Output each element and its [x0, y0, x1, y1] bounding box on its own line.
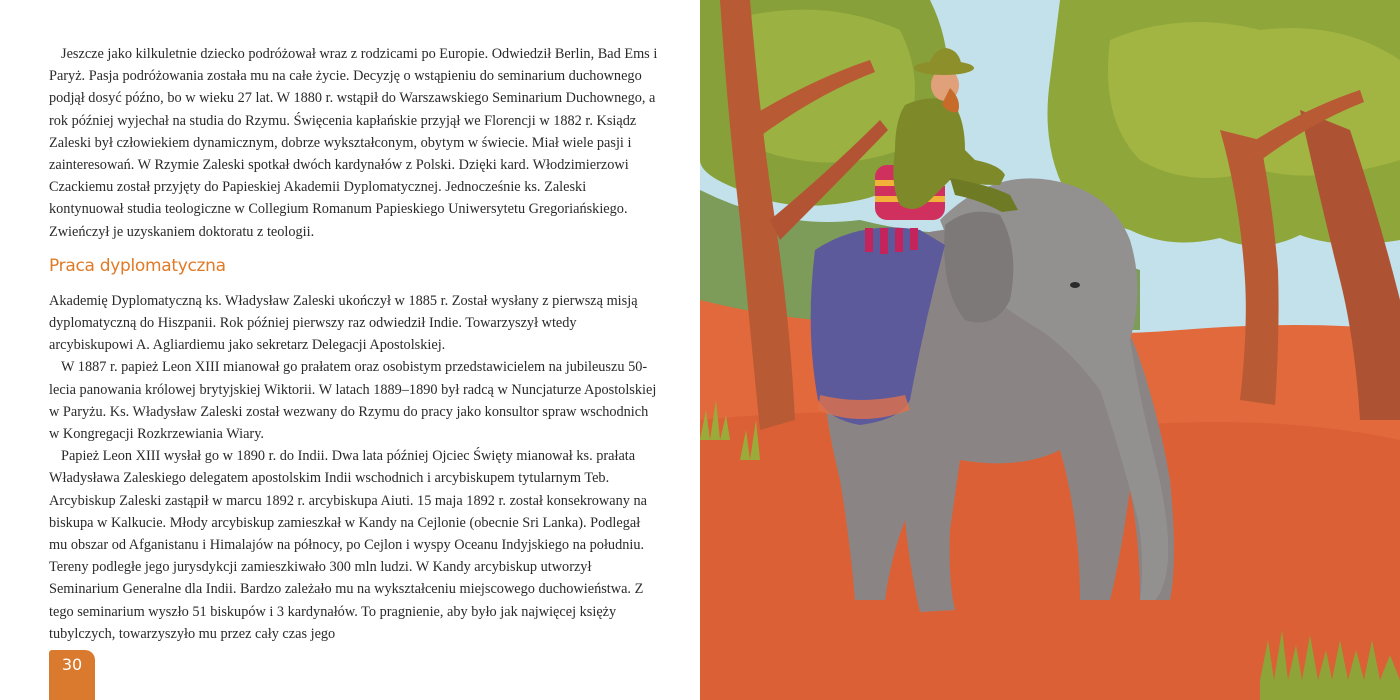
body-paragraph-2: W 1887 r. papież Leon XIII mianował go prałatem oraz osobistym przedstawicielem na jubileuszu 50-lecia panowania królowej brytyjskiej Wiktorii. W latach 1889–1890 był radcą w Nuncjaturze Apostolskiej w Paryżu. Ks. Władysław Zaleski został wezwany do Rzymu do pracy jako konsultor spraw wschodnich w Kongregacji Rozkrzewiania Wiary.	[49, 359, 657, 443]
body-paragraph-1: Akademię Dyplomatyczną ks. Władysław Zaleski ukończył w 1885 r. Został wysłany z pierwszą misją dyplomatyczną do Hiszpanii. Rok później pierwszy raz odwiedził Indie. Towarzyszył wtedy arcybiskupowi A. Agliardiemu jako sekretarz Delegacji Apostolskiej.	[49, 292, 638, 354]
illustration-panel	[700, 0, 1400, 700]
body-paragraph-3: Papież Leon XIII wysłał go w 1890 r. do Indii. Dwa lata później Ojciec Święty mianował ks. prałata Władysława Zaleskiego delegatem apostolskim Indii wschodnich i arcybiskupem tytularnym Teb. Arcybiskup Zaleski zastąpił w marcu 1892 r. arcybiskupa Aiuti. 15 maja 1892 r. został konsekrowany na biskupa w Kalkucie. Młody arcybiskup zamieszkał w Kandy na Cejlonie (obecnie Sri Lanka). Podlegał mu obszar od Afganistanu i Himalajów na północy, po Cejlon i wyspy Oceanu Indyjskiego na południu. Tereny podległe jego jurysdykcji zamieszkiwało 300 mln ludzi. W Kandy arcybiskup utworzył Seminarium Generalne dla Indii. Bardzo zależało mu na wykształceniu miejscowego duchowieństwa. Z tego seminarium wyszło 51 biskupów i 3 kardynałów. To pragnienie, aby było jak najwięcej księży tubylczych, towarzyszyło mu przez cały czas jego	[49, 448, 647, 642]
page-number-tab: 30	[49, 650, 95, 700]
elephant-eye	[1070, 282, 1080, 288]
text-column	[49, 43, 659, 645]
section-heading: Praca dyplomatyczna	[49, 255, 226, 276]
elephant-illustration	[700, 0, 1400, 700]
body-paragraph-intro: Jeszcze jako kilkuletnie dziecko podróżował wraz z rodzicami po Europie. Odwiedził Berlin, Bad Ems i Paryż. Pasja podróżowania została mu na całe życie. Decyzję o wstąpieniu do seminarium duchownego podjął dosyć późno, bo w wieku 27 lat. W 1880 r. wstąpił do Warszawskiego Seminarium Duchownego, a rok później wyjechał na studia do Rzymu. Święcenia kapłańskie przyjął we Florencji w 1882 r. Ksiądz Zaleski był człowiekiem dynamicznym, dobrze wykształconym, obytym w świecie. Miał wiele pasji i zainteresowań. W Rzymie Zaleski spotkał dwóch kardynałów z Polski. Dzięki kard. Włodzimierzowi Czackiemu został przyjęty do Papieskiej Akademii Dyplomatycznej. Jednocześnie ks. Zaleski kontynuował studia teologiczne w Collegium Romanum Papieskiego Uniwersytetu Gregoriańskiego. Zwieńczył je uzyskaniem doktoratu z teologii.	[49, 46, 658, 240]
